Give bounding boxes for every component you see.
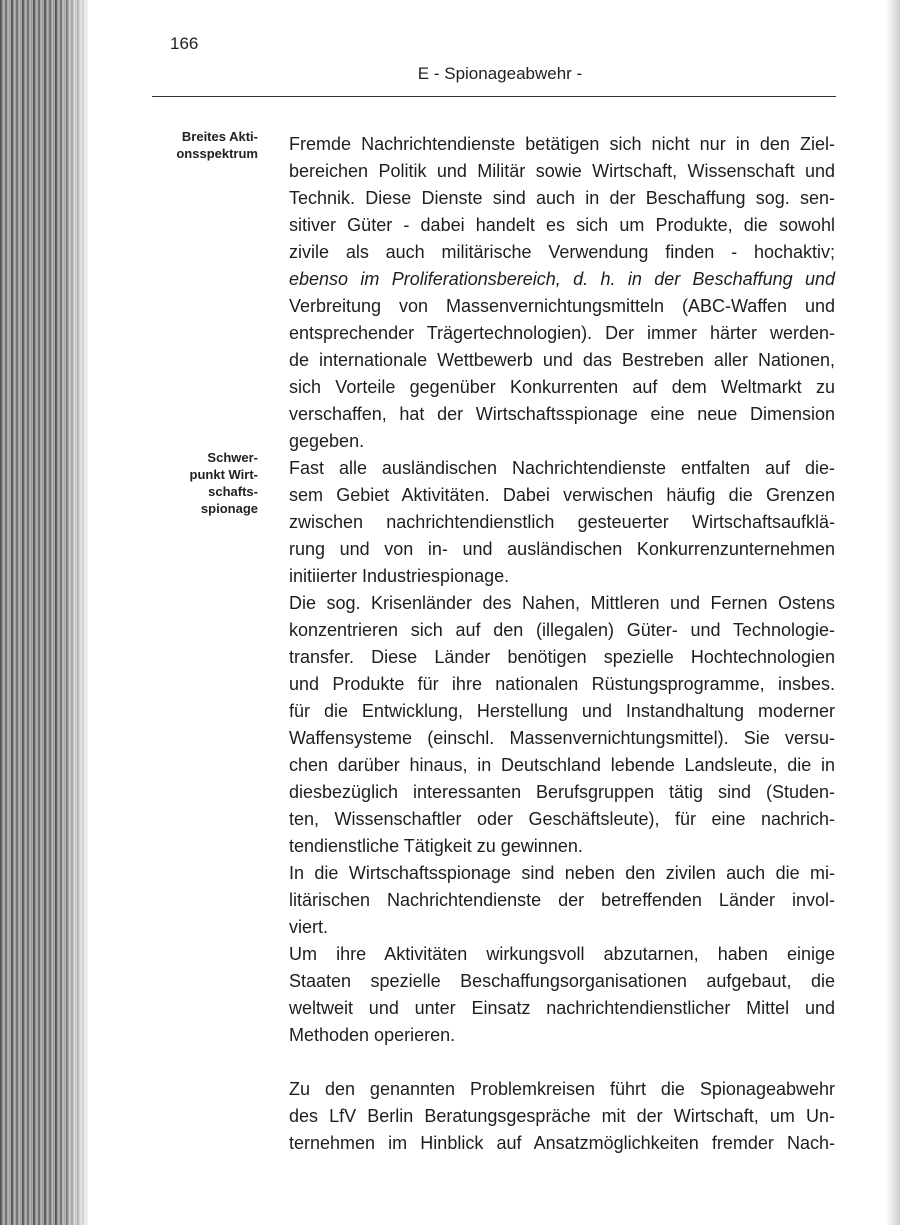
body-line: tendienstliche Tätigkeit zu gewinnen. xyxy=(289,836,583,856)
body-line: gegeben. xyxy=(289,431,365,451)
body-line: Die sog. Krisenländer des Nahen, Mittleren und Fernen Ostens xyxy=(289,593,835,613)
body-line: chen darüber hinaus, in Deutschland lebende Landsleute, die in xyxy=(289,755,835,775)
body-line: litärischen Nachrichtendienste der betreffenden Länder invol- xyxy=(289,890,835,910)
body-line: de internationale Wettbewerb und das Bestreben aller Nationen, xyxy=(289,350,835,370)
body-line: verschaffen, hat der Wirtschaftsspionage eine neue Dimension xyxy=(289,404,835,424)
margin-note-line: onsspektrum xyxy=(176,146,258,161)
body-line: sich Vorteile gegenüber Konkurrenten auf dem Weltmarkt zu xyxy=(289,377,835,397)
margin-note-line: punkt Wirt- xyxy=(189,467,258,482)
running-head: E - Spionageabwehr - xyxy=(417,64,583,83)
body-line: Methoden operieren. xyxy=(289,1025,456,1045)
margin-note-line: schafts- xyxy=(208,484,258,499)
margin-note-line: Schwer- xyxy=(207,450,258,465)
body-line: In die Wirtschaftsspionage sind neben den zivilen auch die mi- xyxy=(289,863,835,883)
body-line: Verbreitung von Massenvernichtungsmitteln (ABC-Waffen und xyxy=(289,296,835,316)
body-line: Technik. Diese Dienste sind auch in der Beschaffung sog. sen- xyxy=(289,188,835,208)
body-line: zwischen nachrichtendienstlich gesteuerter Wirtschaftsaufklä- xyxy=(289,512,835,532)
margin-note-line: spionage xyxy=(200,501,258,516)
body-line: Fremde Nachrichtendienste betätigen sich nicht nur in den Ziel- xyxy=(289,134,835,154)
body-line: ten, Wissenschaftler oder Geschäftsleute), für eine nachrich- xyxy=(289,809,835,829)
body-line: sitiver Güter - dabei handelt es sich um Produkte, die sowohl xyxy=(289,215,835,235)
body-line: des LfV Berlin Beratungsgespräche mit der Wirtschaft, um Un- xyxy=(289,1106,835,1126)
body-line: konzentrieren sich auf den (illegalen) Güter- und Technologie- xyxy=(289,620,835,640)
body-line: entsprechender Trägertechnologien). Der immer härter werden- xyxy=(289,323,835,343)
body-line: bereichen Politik und Militär sowie Wirtschaft, Wissenschaft und xyxy=(289,161,835,181)
header-rule xyxy=(152,96,836,97)
body-line: Fast alle ausländischen Nachrichtendienste entfalten auf die- xyxy=(289,458,835,478)
body-line: diesbezüglich interessanten Berufsgruppen tätig sind (Studen- xyxy=(289,782,835,802)
body-line: für die Entwicklung, Herstellung und Instandhaltung moderner xyxy=(289,701,835,721)
body-line: ebenso im Proliferationsbereich, d. h. in der Beschaffung und xyxy=(289,269,835,289)
page-edge-shadow xyxy=(886,0,900,1225)
body-line: viert. xyxy=(289,917,329,937)
margin-note-line: Breites Akti- xyxy=(181,129,258,144)
body-line: ternehmen im Hinblick auf Ansatzmöglichkeiten fremder Nach- xyxy=(289,1133,835,1153)
body-line: rung und von in- und ausländischen Konkurrenzunternehmen xyxy=(289,539,835,559)
body-line: weltweit und unter Einsatz nachrichtendienstlicher Mittel und xyxy=(289,998,835,1018)
body-line: Zu den genannten Problemkreisen führt die Spionageabwehr xyxy=(289,1079,835,1099)
body-line: initiierter Industriespionage. xyxy=(289,566,510,586)
body-line: zivile als auch militärische Verwendung finden - hochaktiv; xyxy=(289,242,835,262)
body-line: Um ihre Aktivitäten wirkungsvoll abzutarnen, haben einige xyxy=(289,944,835,964)
margin-note-schwerpunkt-wirtschaftsspionage xyxy=(142,449,258,517)
page-number: 166 xyxy=(170,34,199,53)
body-line: Waffensysteme (einschl. Massenvernichtungsmittel). Sie versu- xyxy=(289,728,835,748)
body-line: sem Gebiet Aktivitäten. Dabei verwischen häufig die Grenzen xyxy=(289,485,835,505)
body-line: Staaten spezielle Beschaffungsorganisationen aufgebaut, die xyxy=(289,971,835,991)
spine-fade xyxy=(60,0,100,1225)
body-line: transfer. Diese Länder benötigen spezielle Hochtechnologien xyxy=(289,647,835,667)
margin-note-breites-aktionsspektrum xyxy=(142,128,258,162)
body-line: und Produkte für ihre nationalen Rüstungsprogramme, insbes. xyxy=(289,674,835,694)
